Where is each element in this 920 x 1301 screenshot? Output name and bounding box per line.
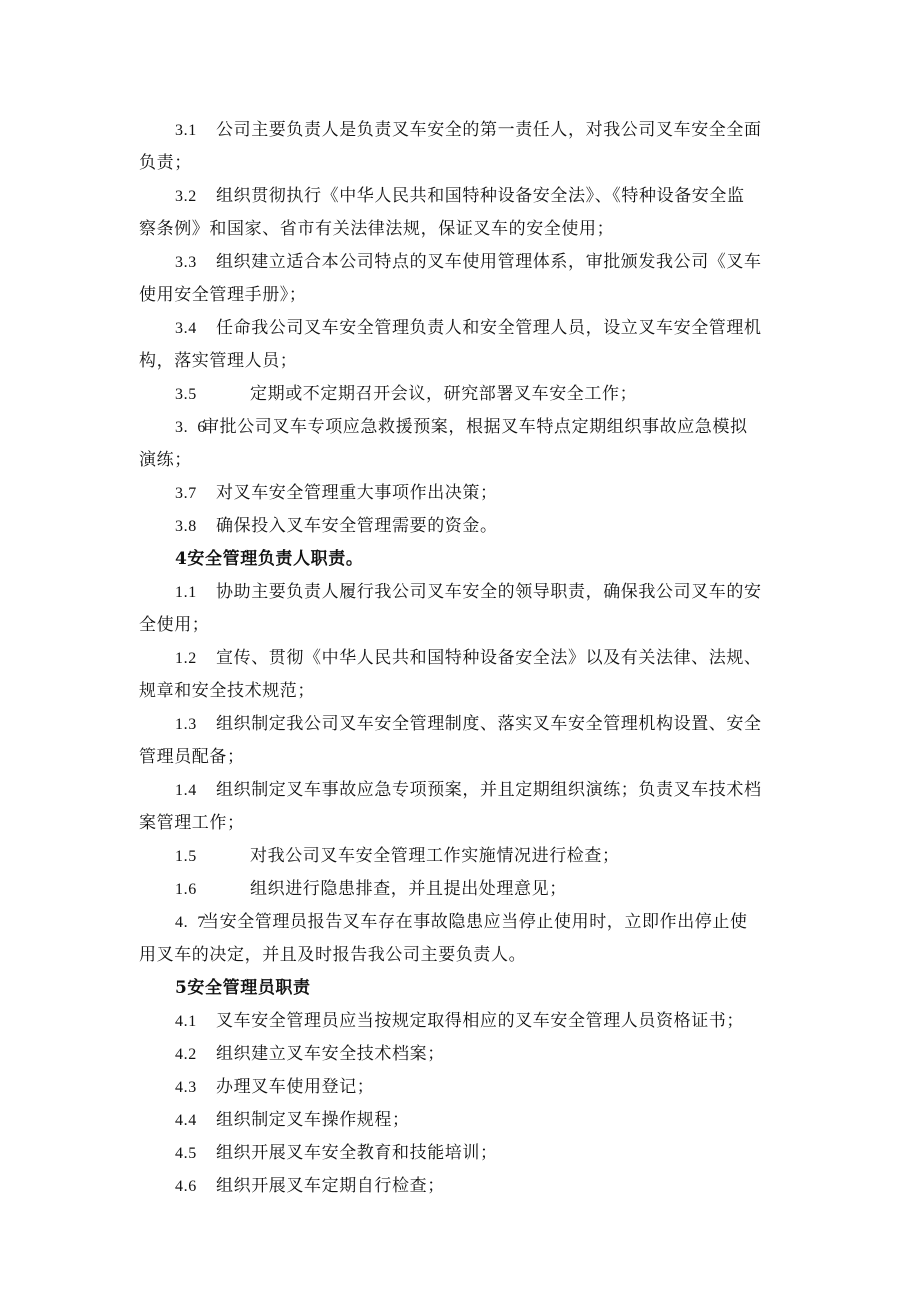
item-number: 4.4 [175, 1112, 197, 1129]
paragraph-4-1-2-line-2 [139, 679, 315, 703]
item-text-continued: 管理员配备； [139, 747, 245, 767]
item-text: 确保投入叉车安全管理需要的资金。 [216, 516, 498, 536]
item-number: 3.8 [175, 518, 197, 535]
item-text: 当安全管理员报告叉车存在事故隐患应当停止使用时，立即作出停止使 [202, 912, 748, 932]
paragraph-4-1-3-line-1 [175, 712, 762, 737]
paragraph-3-6-line-1 [175, 415, 748, 440]
item-number: 1.5 [175, 848, 197, 865]
paragraph-4-1-4-line-2 [139, 811, 245, 835]
item-text-continued: 规章和安全技术规范； [139, 681, 315, 701]
item-number: 1.6 [175, 881, 197, 898]
item-text: 组织制定我公司叉车安全管理制度、落实叉车安全管理机构设置、安全 [216, 714, 762, 734]
section-heading-5: 5安全管理员职责 [175, 978, 311, 998]
item-number: 4.6 [175, 1178, 197, 1195]
item-text-continued: 察条例》和国家、省市有关法律法规，保证叉车的安全使用； [139, 219, 615, 239]
item-text: 对叉车安全管理重大事项作出决策； [216, 483, 498, 503]
item-text: 公司主要负责人是负责叉车安全的第一责任人，对我公司叉车安全全面 [216, 120, 762, 140]
item-text: 办理叉车使用登记； [216, 1077, 375, 1097]
paragraph-5-4-4 [175, 1108, 410, 1133]
item-text: 组织贯彻执行《中华人民共和国特种设备安全法》、《特种设备安全监 [216, 186, 745, 206]
paragraph-3-3-line-1 [175, 250, 762, 275]
item-number: 4.5 [175, 1145, 197, 1162]
item-text: 宣传、贯彻《中华人民共和国特种设备安全法》以及有关法律、法规、 [216, 648, 762, 668]
item-text: 对我公司叉车安全管理工作实施情况进行检查； [250, 846, 620, 866]
item-text: 组织进行隐患排查，并且提出处理意见； [250, 879, 567, 899]
paragraph-5-4-6 [175, 1174, 445, 1199]
paragraph-4-1-2-line-1 [175, 646, 762, 671]
item-number: 3.2 [175, 188, 197, 205]
item-number: 4. 7 [175, 914, 206, 931]
paragraph-3-2-line-1 [175, 184, 745, 209]
paragraph-4-1-5 [175, 844, 620, 869]
paragraph-4-1-4-line-1 [175, 778, 762, 803]
item-text: 组织建立叉车安全技术档案； [216, 1044, 445, 1064]
item-text-continued: 案管理工作； [139, 813, 245, 833]
item-number: 1.3 [175, 716, 197, 733]
item-text: 任命我公司叉车安全管理负责人和安全管理人员，设立叉车安全管理机 [216, 318, 762, 338]
paragraph-5-4-3 [175, 1075, 374, 1100]
item-text: 协助主要负责人履行我公司叉车安全的领导职责，确保我公司叉车的安 [216, 582, 762, 602]
paragraph-3-2-line-2 [139, 217, 614, 241]
paragraph-4-1-1-line-1 [175, 580, 762, 605]
paragraph-3-5 [175, 382, 637, 407]
item-text: 审批公司叉车专项应急救援预案，根据叉车特点定期组织事故应急模拟 [202, 417, 748, 437]
paragraph-5-4-2 [175, 1042, 445, 1067]
item-text-continued: 全使用； [139, 615, 210, 635]
item-text-continued: 构，落实管理人员； [139, 351, 298, 371]
paragraph-5-4-5 [175, 1141, 498, 1166]
section-heading-4: 4安全管理负责人职责。 [175, 549, 364, 569]
paragraph-3-8 [175, 514, 498, 539]
paragraph-4-7-line-1 [175, 910, 748, 935]
item-text: 组织制定叉车事故应急专项预案，并且定期组织演练；负责叉车技术档 [216, 780, 762, 800]
item-text-continued: 使用安全管理手册》； [139, 285, 307, 305]
item-number: 3.3 [175, 254, 197, 271]
paragraph-3-1-line-2 [139, 151, 192, 175]
item-number: 3.5 [175, 386, 197, 403]
paragraph-5-4-1 [175, 1009, 744, 1034]
item-number: 4.1 [175, 1013, 197, 1030]
paragraph-4-1-1-line-2 [139, 613, 209, 637]
paragraph-3-4-line-2 [139, 349, 297, 373]
item-text: 定期或不定期召开会议，研究部署叉车安全工作； [250, 384, 638, 404]
item-text: 组织制定叉车操作规程； [216, 1110, 410, 1130]
item-number: 3.1 [175, 122, 197, 139]
item-number: 1.2 [175, 650, 197, 667]
paragraph-4-1-6 [175, 877, 567, 902]
item-number: 3. 6 [175, 419, 206, 436]
paragraph-3-7 [175, 481, 498, 506]
item-text-continued: 负责； [139, 153, 192, 173]
item-number: 1.1 [175, 584, 197, 601]
item-number: 3.4 [175, 320, 197, 337]
item-number: 4.2 [175, 1046, 197, 1063]
paragraph-4-1-3-line-2 [139, 745, 245, 769]
item-text: 叉车安全管理员应当按规定取得相应的叉车安全管理人员资格证书； [216, 1011, 744, 1031]
paragraph-3-1-line-1 [175, 118, 762, 143]
item-text: 组织建立适合本公司特点的叉车使用管理体系，审批颁发我公司《叉车 [216, 252, 762, 272]
paragraph-3-3-line-2 [139, 283, 307, 307]
item-number: 1.4 [175, 782, 197, 799]
item-number: 4.3 [175, 1079, 197, 1096]
item-text-continued: 用叉车的决定，并且及时报告我公司主要负责人。 [139, 945, 527, 965]
paragraph-4-7-line-2 [139, 943, 526, 967]
paragraph-3-6-line-2 [139, 448, 192, 472]
paragraph-3-4-line-1 [175, 316, 762, 341]
item-text-continued: 演练； [139, 450, 192, 470]
item-number: 3.7 [175, 485, 197, 502]
item-text: 组织开展叉车定期自行检查； [216, 1176, 445, 1196]
item-text: 组织开展叉车安全教育和技能培训； [216, 1143, 498, 1163]
